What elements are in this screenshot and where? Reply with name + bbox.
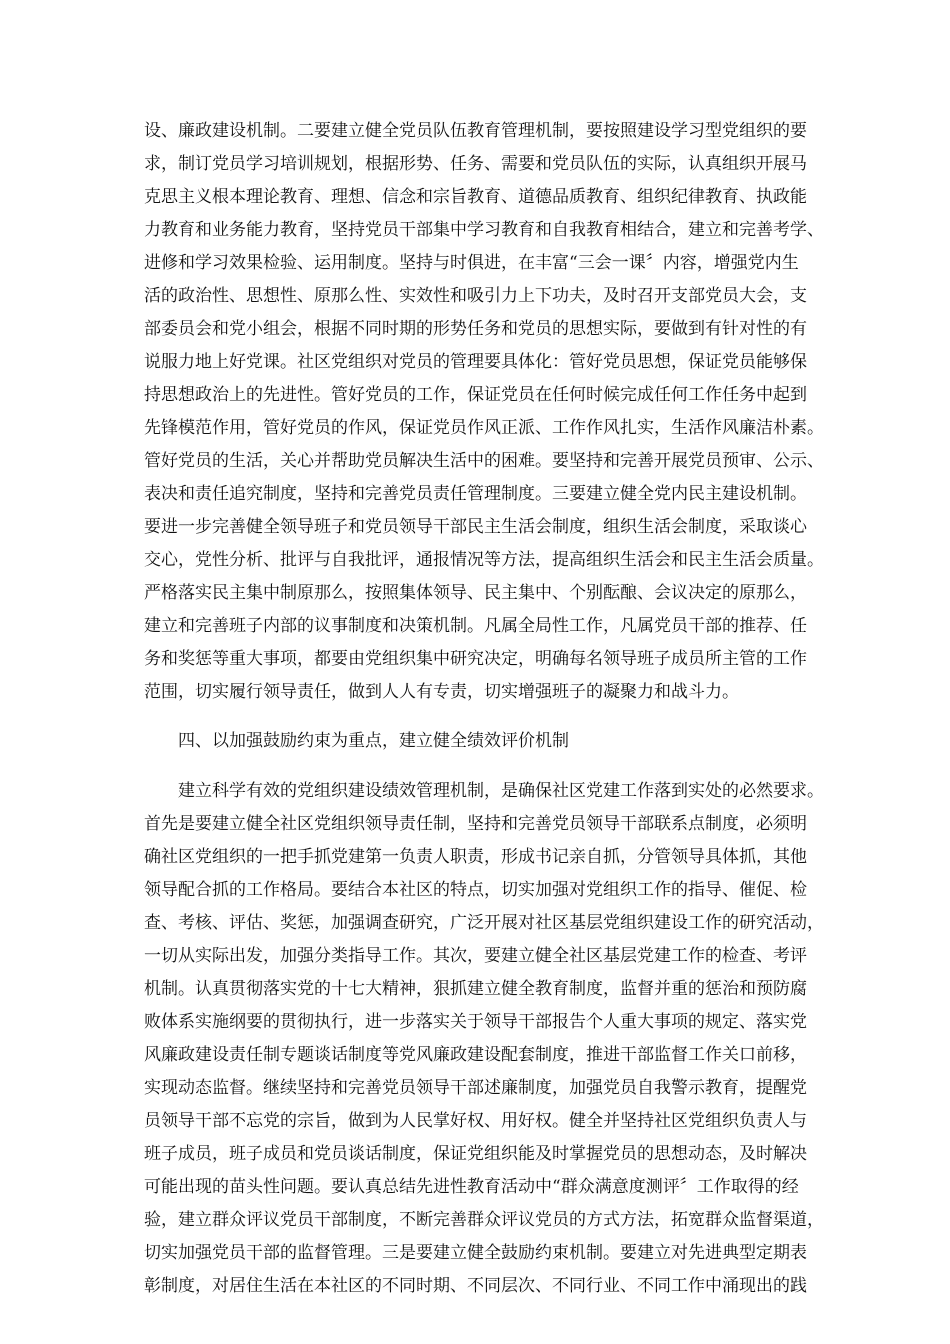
- paragraph-line: 一切从实际出发，加强分类指导工作。其次，要建立健全社区基层党建工作的检查、考评: [144, 946, 807, 966]
- paragraph-line: 彰制度，对居住生活在本社区的不同时期、不同层次、不同行业、不同工作中涌现出的践: [144, 1276, 807, 1296]
- paragraph-line: 首先是要建立健全社区党组织领导责任制，坚持和完善党员领导干部联系点制度，必须明: [144, 814, 807, 834]
- paragraph-line: 风廉政建设责任制专题谈话制度等党风廉政建设配套制度，推进干部监督工作关口前移，: [144, 1045, 807, 1065]
- paragraph-line: 设、廉政建设机制。二要建立健全党员队伍教育管理机制，要按照建设学习型党组织的要: [144, 121, 807, 141]
- paragraph-line: 实现动态监督。继续坚持和完善党员领导干部述廉制度，加强党员自我警示教育，提醒党: [144, 1078, 807, 1098]
- paragraph-line: 持思想政治上的先进性。管好党员的工作，保证党员在任何时候完成任何工作任务中起到: [144, 385, 807, 405]
- paragraph-line: 管好党员的生活，关心并帮助党员解决生活中的困难。要坚持和完善开展党员预审、公示、: [144, 451, 824, 471]
- paragraph-line: 领导配合抓的工作格局。要结合本社区的特点，切实加强对党组织工作的指导、催促、检: [144, 880, 807, 900]
- paragraph-line: 建立和完善班子内部的议事制度和决策机制。凡属全局性工作，凡属党员干部的推荐、任: [144, 616, 807, 636]
- paragraph-line: 确社区党组织的一把手抓党建第一负责人职责，形成书记亲自抓，分管领导具体抓，其他: [144, 847, 807, 867]
- paragraph-line: 范围，切实履行领导责任，做到人人有专责，切实增强班子的凝聚力和战斗力。: [144, 682, 739, 702]
- paragraph-line: 部委员会和党小组会，根据不同时期的形势任务和党员的思想实际，要做到有针对性的有: [144, 319, 807, 339]
- paragraph-line: 员领导干部不忘党的宗旨，做到为人民掌好权、用好权。健全并坚持社区党组织负责人与: [144, 1111, 807, 1131]
- paragraph-line: 建立科学有效的党组织建设绩效管理机制，是确保社区党建工作落到实处的必然要求。: [178, 781, 824, 801]
- paragraph-line: 务和奖惩等重大事项，都要由党组织集中研究决定，明确每名领导班子成员所主管的工作: [144, 649, 807, 669]
- paragraph-line: 表决和责任追究制度，坚持和完善党员责任管理制度。三要建立健全党内民主建设机制。: [144, 484, 807, 504]
- paragraph-line: 查、考核、评估、奖惩，加强调查研究，广泛开展对社区基层党组织建设工作的研究活动，: [144, 913, 824, 933]
- paragraph-line: 败体系实施纲要的贯彻执行，进一步落实关于领导干部报告个人重大事项的规定、落实党: [144, 1012, 807, 1032]
- paragraph-line: 求，制订党员学习培训规划，根据形势、任务、需要和党员队伍的实际，认真组织开展马: [144, 154, 807, 174]
- paragraph-line: 切实加强党员干部的监督管理。三是要建立健全鼓励约束机制。要建立对先进典型定期表: [144, 1243, 807, 1263]
- paragraph-line: 克思主义根本理论教育、理想、信念和宗旨教育、道德品质教育、组织纪律教育、执政能: [144, 187, 807, 207]
- paragraph-line: 班子成员，班子成员和党员谈话制度，保证党组织能及时掌握党员的思想动态，及时解决: [144, 1144, 807, 1164]
- paragraph-line: 机制。认真贯彻落实党的十七大精神，狠抓建立健全教育制度，监督并重的惩治和预防腐: [144, 979, 807, 999]
- paragraph-line: 要进一步完善健全领导班子和党员领导干部民主生活会制度，组织生活会制度，采取谈心: [144, 517, 807, 537]
- paragraph-line: 活的政治性、思想性、原那么性、实效性和吸引力上下功夫，及时召开支部党员大会，支: [144, 286, 807, 306]
- paragraph-line: 力教育和业务能力教育，坚持党员干部集中学习教育和自我教育相结合，建立和完善考学、: [144, 220, 824, 240]
- paragraph-line: 交心，党性分析、批评与自我批评，通报情况等方法，提高组织生活会和民主生活会质量。: [144, 550, 824, 570]
- paragraph-line: 验，建立群众评议党员干部制度，不断完善群众评议党员的方式方法，拓宽群众监督渠道，: [144, 1210, 824, 1230]
- paragraph-line: 进修和学习效果检验、运用制度。坚持与时俱进，在丰富“三会一课〞内容，增强党内生: [144, 253, 799, 273]
- paragraph-line: 先锋模范作用，管好党员的作风，保证党员作风正派、工作作风扎实，生活作风廉洁朴素。: [144, 418, 824, 438]
- paragraph-line: 说服力地上好党课。社区党组织对党员的管理要具体化：管好党员思想，保证党员能够保: [144, 352, 807, 372]
- section-heading: 四、以加强鼓励约束为重点，建立健全绩效评价机制: [178, 731, 569, 751]
- paragraph-line: 可能出现的苗头性问题。要认真总结先进性教育活动中“群众满意度测评〞工作取得的经: [144, 1177, 799, 1197]
- paragraph-line: 严格落实民主集中制原那么，按照集体领导、民主集中、个别酝酿、会议决定的原那么，: [144, 583, 807, 603]
